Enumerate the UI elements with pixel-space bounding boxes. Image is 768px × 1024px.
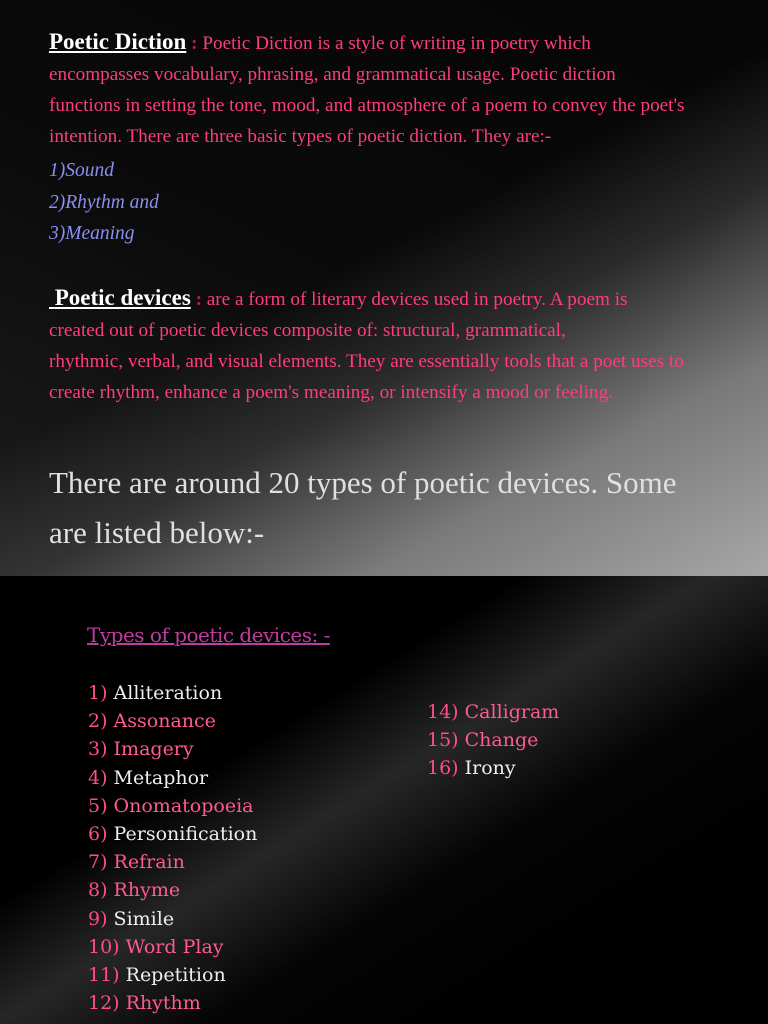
device-name: Change [458,729,539,752]
poetic-devices-line-4: create rhythm, enhance a poem's meaning, or intensify a mood or feeling. [49,382,613,403]
device-item [88,735,257,763]
device-name: Refrain [107,851,185,874]
device-number: 10) [88,935,120,958]
device-number: 4) [88,766,108,789]
device-number: 8) [88,879,108,902]
diction-type-sound: 1)Sound [49,160,114,181]
device-name: Calligram [458,701,560,723]
device-item [88,679,257,707]
types-title: Types of poetic devices: - [87,623,330,647]
device-item [427,698,559,726]
devices-summary-line-2: are listed below:- [49,515,265,550]
diction-types-list [49,155,159,250]
device-name: Onomatopoeia [107,794,254,817]
device-item [88,764,257,792]
device-number: 14) [427,701,459,723]
device-name: Rhyme [107,879,181,902]
device-name: Rhythm [119,992,201,1015]
device-item [427,754,559,782]
device-number: 1) [88,682,108,704]
device-name: Metaphor [107,766,209,789]
poetic-diction-paragraph [49,26,764,152]
device-number: 3) [88,738,108,761]
device-name: Alliteration [107,682,223,704]
poetic-diction-line-3: functions in setting the tone, mood, and atmosphere of a poem to convey the poet's [49,95,685,116]
device-item [88,905,257,933]
device-item [88,707,257,735]
poetic-devices-line-1: are a form of literary devices used in poetry. A poem is [201,289,628,310]
device-name: Imagery [107,738,194,761]
slide-types-of-devices [0,576,768,1024]
device-name: Word Play [119,935,224,958]
diction-type-meaning: 3)Meaning [49,223,135,244]
device-name: Irony [458,757,516,780]
poetic-devices-heading-text: Poetic devices [54,285,191,310]
poetic-devices-line-2: created out of poetic devices composite of: structural, grammatical, [49,320,566,341]
device-number: 16) [427,757,459,780]
poetic-devices-heading [49,285,191,310]
poetic-devices-colon: : [195,289,202,310]
device-name: Repetition [119,964,226,987]
poetic-diction-line-4: intention. There are three basic types of poetic diction. They are:- [49,126,552,147]
device-item [427,726,559,754]
devices-summary-line-1: There are around 20 types of poetic devices. Some [49,465,677,500]
device-name: Assonance [107,710,216,733]
device-number: 12) [88,992,120,1015]
poetic-devices-line-3: rhythmic, verbal, and visual elements. They are essentially tools that a poet uses to [49,351,684,372]
poetic-diction-line-2: encompasses vocabulary, phrasing, and grammatical usage. Poetic diction [49,64,616,85]
device-number: 2) [88,710,108,733]
device-number: 7) [88,851,108,874]
device-item [88,989,257,1017]
poetic-diction-line-1: Poetic Diction is a style of writing in poetry which [197,33,591,54]
poetic-devices-paragraph [49,282,764,408]
device-name: Personification [107,823,258,846]
diction-type-rhythm: 2)Rhythm and [49,191,159,213]
device-item [88,961,257,989]
device-number: 15) [427,729,459,752]
poetic-diction-heading: Poetic Diction [49,29,187,54]
poetic-diction-colon: : [191,33,198,54]
device-item [88,792,257,820]
device-number: 9) [88,907,108,930]
devices-list-left [88,679,257,1017]
devices-summary [49,458,759,558]
devices-list-right [427,698,559,783]
device-number: 11) [88,964,120,987]
device-number: 5) [88,794,108,817]
device-item [88,848,257,876]
device-item [88,820,257,848]
device-item [88,933,257,961]
device-name: Simile [107,907,175,930]
device-item [88,876,257,904]
device-number: 6) [88,823,108,846]
